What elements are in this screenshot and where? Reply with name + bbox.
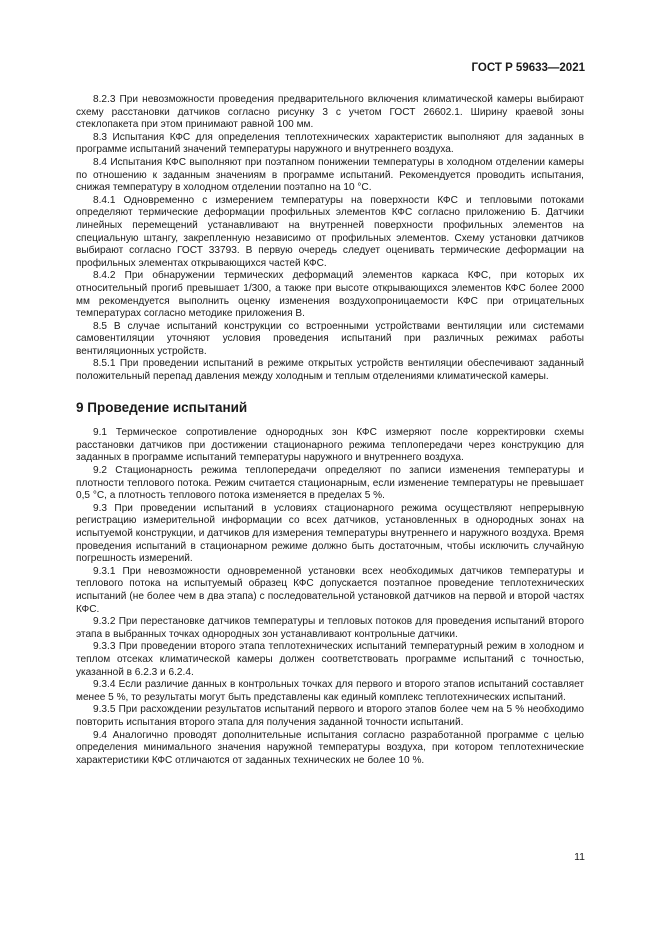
- paragraph-8-5-1: 8.5.1 При проведении испытаний в режиме открытых устройств вентиляции обеспечивают заданный положительный перепад давления между холодным и теплым отделениями климатической камеры.: [76, 358, 584, 383]
- page-content: [76, 94, 584, 767]
- section-9-heading: 9 Проведение испытаний: [76, 399, 248, 415]
- paragraph-9-2: 9.2 Стационарность режима теплопередачи определяют по записи изменения температуры и плотности теплового потока. Режим считается стационарным, если изменение температуры не превышает 0,5 °С, а плотность теплового потока изменяется в пределах 5 %.: [76, 465, 584, 502]
- paragraph-9-1: 9.1 Термическое сопротивление однородных зон КФС измеряют после корректировки схемы расстановки датчиков при достижении стационарного режима теплопередачи через конструкцию для заданных в программе испытаний температуры наружного и внутреннего воздуха.: [76, 427, 584, 464]
- paragraph-9-3: 9.3 При проведении испытаний в условиях стационарного режима осуществляют непрерывную регистрацию измерительной информации со всех датчиков, установленных в однородных зонах на испытуемой конструкции, и датчиков для измерения температуры внутреннего и наружного воздуха. Время проведения испытаний в стационарном режиме должно быть достаточным, чтобы исключить случайную погрешность измерений.: [76, 502, 584, 565]
- paragraph-9-3-4: 9.3.4 Если различие данных в контрольных точках для первого и второго этапов испытаний составляет менее 5 %, то результаты могут быть представлены как единый комплекс теплотехнических испытаний.: [76, 679, 584, 703]
- document-id-header: ГОСТ Р 59633—2021: [471, 62, 585, 74]
- paragraph-8-4-1: 8.4.1 Одновременно с измерением температуры на поверхности КФС и тепловыми потоками определяют термические деформации профильных элементов КФС согласно приложению Б. Датчики линейных перемещений устанавливают на внутренней поверхности профильных элементов на специальную штангу, закрепленную независимо от профильных элементов. Схему установки датчиков выбирают согласно ГОСТ 33793. В первую очередь следует оценивать термические деформации на профильных элементах открывающихся частей КФС.: [76, 194, 584, 269]
- paragraph-8-4: 8.4 Испытания КФС выполняют при поэтапном понижении температуры в холодном отделении камеры по отношению к заданным значениям в программе испытаний. Рекомендуется проводить испытания, снижая температуру в холодном отделении поэтапно на 10 °С.: [76, 156, 584, 194]
- paragraph-9-3-3: 9.3.3 При проведении второго этапа теплотехнических испытаний температурный режим в холодном и теплом отсеках климатической камеры должен соответствовать программе испытаний с точностью, указанной в 6.2.3 и 6.2.4.: [76, 641, 584, 678]
- page-number: 11: [574, 851, 585, 863]
- paragraph-9-3-5: 9.3.5 При расхождении результатов испытаний первого и второго этапов более чем на 5 % необходимо повторить испытания второго этапа для получения заданной точности испытаний.: [76, 704, 584, 728]
- paragraph-9-3-2: 9.3.2 При перестановке датчиков температуры и тепловых потоков для проведения испытаний второго этапа в выбранных точках однородных зон устанавливают контрольные датчики.: [76, 616, 584, 640]
- paragraph-9-4: 9.4 Аналогично проводят дополнительные испытания согласно разработанной программе с целью определения минимального значения наружной температуры воздуха, при котором теплотехнические характеристики КФС отличаются от заданных технических не более 10 %.: [76, 729, 584, 766]
- paragraph-8-3: 8.3 Испытания КФС для определения теплотехнических характеристик выполняют для заданных в программе испытаний значений температуры наружного и внутреннего воздуха.: [76, 131, 584, 156]
- paragraph-8-4-2: 8.4.2 При обнаружении термических деформаций элементов каркаса КФС, при которых их относительный прогиб превышает 1/300, а также при высоте открывающихся элементов КФС более 2000 мм рекомендуется выполнить оценку изменения воздухопроницаемости КФС при отрицательных температурах согласно методике приложения В.: [76, 270, 584, 320]
- paragraph-8-5: 8.5 В случае испытаний конструкции со встроенными устройствами вентиляции или системами самовентиляции уточняют условия проведения испытаний при различных режимах работы вентиляционных устройств.: [76, 320, 584, 357]
- paragraph-8-2-3: 8.2.3 При невозможности проведения предварительного включения климатической камеры выбирают схему расстановки датчиков согласно рисунку 3 с учетом ГОСТ 26602.1. Ширину краевой зоны стеклопакета при этом принимают равной 100 мм.: [76, 94, 584, 131]
- paragraph-9-3-1: 9.3.1 При невозможности одновременной установки всех необходимых датчиков температуры и теплового потока на испытуемый образец КФС допускается поэтапное проведение теплотехнических испытаний (не более чем в два этапа) с последовательной установкой датчиков на первой и второй частях КФС.: [76, 565, 584, 615]
